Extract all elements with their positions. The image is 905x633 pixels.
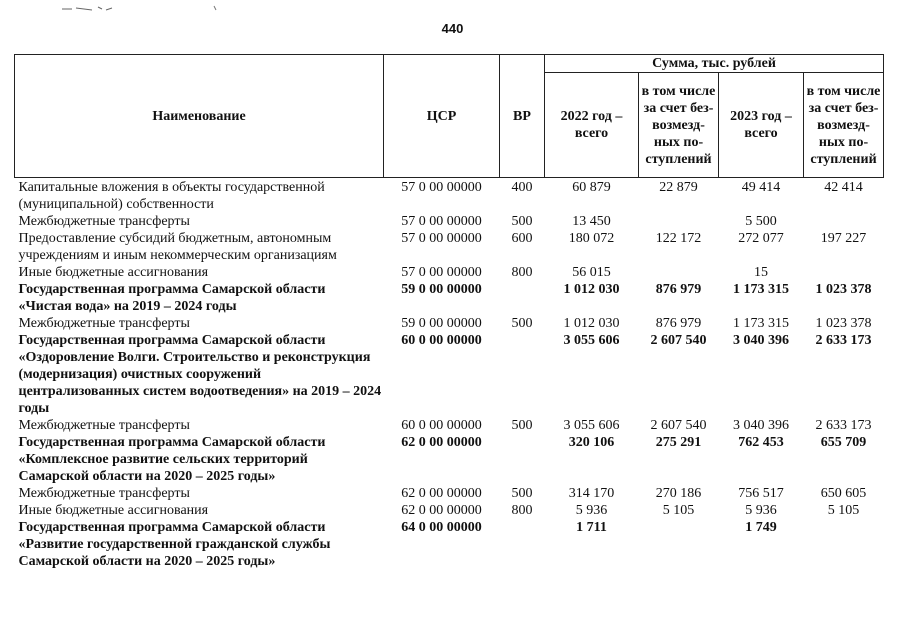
row-vr	[500, 332, 545, 417]
row-2022-bv	[639, 519, 719, 570]
row-2023-total: 762 453	[738, 435, 784, 450]
row-2023-total: 1 173 315	[733, 316, 789, 331]
row-2022-total: 1 012 030	[563, 282, 620, 297]
table-row	[15, 281, 884, 315]
row-2022-bv: 2 607 540	[650, 333, 707, 348]
header-2022-bv: в том числе за счет без-возмезд-ных по-ступлений	[639, 73, 719, 178]
row-2023-bv: 197 227	[820, 231, 867, 246]
header-sum-group: Сумма, тыс. рублей	[545, 55, 884, 73]
row-csr: 62 0 00 00000	[401, 435, 482, 450]
row-2023-bv: 1 023 378	[815, 282, 872, 297]
row-2022-bv	[639, 213, 719, 230]
row-vr	[500, 519, 545, 570]
table-row	[15, 178, 884, 214]
row-2022-total: 3 055 606	[563, 418, 620, 433]
row-name: Межбюджетные трансферты	[18, 316, 190, 331]
row-csr: 59 0 00 00000	[401, 316, 482, 331]
row-name: Предоставление субсидий бюджетным, автономным учреждениям и иным некоммерческим организациям	[18, 231, 337, 263]
header-name: Наименование	[15, 55, 384, 178]
table-row	[15, 502, 884, 519]
row-2022-total: 314 170	[568, 486, 615, 501]
header-csr: ЦСР	[384, 55, 500, 178]
row-2022-bv: 876 979	[655, 282, 702, 297]
row-2022-total: 13 450	[572, 214, 611, 229]
table-row	[15, 519, 884, 570]
row-vr: 500	[511, 316, 533, 331]
table-row	[15, 264, 884, 281]
row-2023-total: 272 077	[738, 231, 784, 246]
row-vr	[500, 281, 545, 315]
row-csr: 57 0 00 00000	[401, 231, 482, 246]
row-vr: 500	[511, 486, 533, 501]
row-csr: 60 0 00 00000	[401, 418, 482, 433]
row-2022-total: 1 711	[576, 520, 607, 535]
row-vr: 600	[511, 231, 533, 246]
row-csr: 57 0 00 00000	[401, 265, 482, 280]
row-vr: 500	[511, 418, 533, 433]
header-2023-bv: в том числе за счет без-возмезд-ных по-ступлений	[804, 73, 884, 178]
table-row	[15, 213, 884, 230]
budget-table	[14, 54, 884, 570]
row-2023-total: 3 040 396	[733, 418, 789, 433]
table-row	[15, 315, 884, 332]
row-2023-bv	[804, 213, 884, 230]
row-2022-total: 3 055 606	[563, 333, 620, 348]
row-2023-total: 3 040 396	[733, 333, 789, 348]
row-vr	[500, 434, 545, 485]
row-vr: 400	[511, 180, 533, 195]
header-vr: ВР	[500, 55, 545, 178]
header-2023-total: 2023 год – всего	[719, 73, 804, 178]
row-vr: 800	[511, 265, 533, 280]
row-2023-total: 756 517	[738, 486, 784, 501]
row-name: Государственная программа Самарской области «Развитие государственной гражданской службы Самарской области на 2020 – 2025 годы»	[18, 520, 331, 569]
row-name: Государственная программа Самарской области «Комплексное развитие сельских территорий Самарской области на 2020 – 2025 годы»	[18, 435, 326, 484]
row-2022-total: 5 936	[575, 503, 608, 518]
row-2022-total: 60 879	[572, 180, 611, 195]
row-2022-bv: 122 172	[655, 231, 702, 246]
table-header	[15, 55, 884, 178]
row-2023-bv: 655 709	[820, 435, 867, 450]
row-2022-total: 1 012 030	[563, 316, 620, 331]
row-2022-bv: 2 607 540	[650, 418, 707, 433]
row-2023-total: 49 414	[741, 180, 781, 195]
row-2022-bv: 22 879	[659, 180, 698, 195]
row-2022-total: 56 015	[572, 265, 611, 280]
row-2023-bv: 1 023 378	[815, 316, 872, 331]
row-2023-bv: 2 633 173	[815, 333, 872, 348]
row-name: Иные бюджетные ассигнования	[18, 265, 209, 280]
scan-artifact-marks	[62, 4, 232, 12]
row-name: Межбюджетные трансферты	[18, 418, 190, 433]
row-vr: 500	[511, 214, 533, 229]
row-2023-bv	[804, 264, 884, 281]
row-name: Государственная программа Самарской области «Оздоровление Волги. Строительство и реконструкция (модернизация) очистных сооружений централизованных систем водоотведения» на 2019 – 2024 годы	[18, 333, 382, 416]
row-csr: 57 0 00 00000	[401, 180, 482, 195]
row-2023-bv: 650 605	[820, 486, 867, 501]
row-name: Межбюджетные трансферты	[18, 486, 190, 501]
row-2022-total: 180 072	[568, 231, 615, 246]
row-csr: 59 0 00 00000	[401, 282, 482, 297]
row-2023-bv: 5 105	[827, 503, 860, 518]
table-row	[15, 230, 884, 264]
row-2022-bv	[639, 264, 719, 281]
row-csr: 62 0 00 00000	[401, 503, 482, 518]
row-2022-bv: 270 186	[655, 486, 702, 501]
row-2023-bv: 2 633 173	[815, 418, 872, 433]
row-name: Межбюджетные трансферты	[18, 214, 190, 229]
table-row	[15, 434, 884, 485]
row-vr: 800	[511, 503, 533, 518]
row-2023-total: 15	[754, 265, 768, 280]
table-body	[15, 178, 884, 571]
row-name: Иные бюджетные ассигнования	[18, 503, 209, 518]
row-2023-total: 1 173 315	[733, 282, 789, 297]
row-2022-total: 320 106	[568, 435, 615, 450]
page-number: 440	[441, 21, 464, 36]
row-2022-bv: 5 105	[662, 503, 695, 518]
row-2022-bv: 876 979	[655, 316, 702, 331]
table-row	[15, 485, 884, 502]
table-row	[15, 332, 884, 417]
table-row	[15, 417, 884, 434]
row-name: Государственная программа Самарской области «Чистая вода» на 2019 – 2024 годы	[18, 282, 326, 314]
row-csr: 62 0 00 00000	[401, 486, 482, 501]
row-2023-bv: 42 414	[824, 180, 863, 195]
row-2022-bv: 275 291	[655, 435, 702, 450]
row-2023-bv	[804, 519, 884, 570]
row-2023-total: 5 936	[745, 503, 777, 518]
row-csr: 64 0 00 00000	[401, 520, 482, 535]
row-csr: 60 0 00 00000	[401, 333, 482, 348]
row-2023-total: 1 749	[745, 520, 777, 535]
row-name: Капитальные вложения в объекты государственной (муниципальной) собственности	[18, 180, 325, 212]
row-2023-total: 5 500	[745, 214, 777, 229]
header-2022-total: 2022 год – всего	[545, 73, 639, 178]
row-csr: 57 0 00 00000	[401, 214, 482, 229]
